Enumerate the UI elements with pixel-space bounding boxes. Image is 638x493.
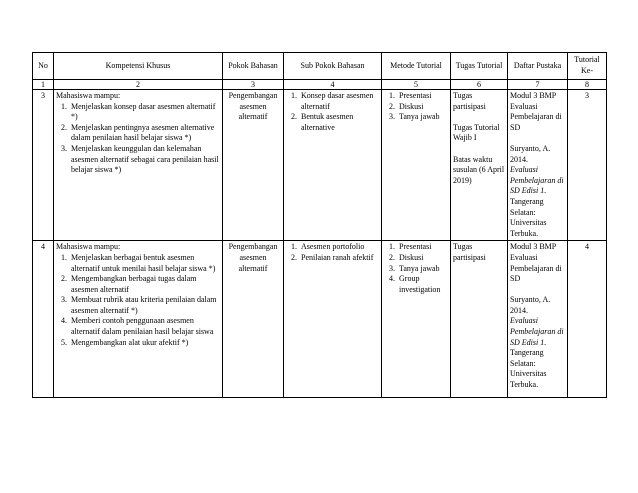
list-item: 2. Penilaian ranah afektif <box>299 253 379 264</box>
table-row <box>33 241 607 398</box>
kompetensi-list <box>56 102 220 176</box>
pokok-bahasan-cell: Pengembangan asesmen alternatif <box>223 241 284 398</box>
list-item: 2. Diskusi <box>397 102 448 113</box>
tutorial-number: 3 <box>568 90 607 241</box>
list-item: 3. Tanya jawab <box>397 112 448 123</box>
header-daftar-pustaka: Daftar Pustaka <box>508 53 568 80</box>
metode-list <box>384 242 448 295</box>
column-number: 6 <box>451 80 508 90</box>
header-no: No <box>33 53 54 80</box>
list-item: 3. Membuat rubrik atau kriteria penilaian dalam asesmen alternatif *) <box>69 295 220 316</box>
header-pokok-bahasan: Pokok Bahasan <box>223 53 284 80</box>
column-number: 2 <box>54 80 223 90</box>
header-tutorial-ke: Tutorial Ke- <box>568 53 607 80</box>
kompetensi-intro: Mahasiswa mampu: <box>56 91 121 100</box>
header-tugas-tutorial: Tugas Tutorial <box>451 53 508 80</box>
list-item: 1. Asesmen portofolio <box>299 242 379 253</box>
list-item: 1. Menjelaskan berbagai bentuk asesmen alternatif untuk menilai hasil belajar siswa *) <box>69 253 220 274</box>
tugas-cell <box>451 90 508 241</box>
sub-pokok-list <box>286 91 379 133</box>
list-item: 1. Presentasi <box>397 91 448 102</box>
tugas-deadline: Batas waktu susulan (6 April 2019) <box>453 154 505 185</box>
column-number: 4 <box>284 80 382 90</box>
pustaka-publisher: Tangerang Selatan: Universitas Terbuka. <box>510 196 547 238</box>
header-kompetensi: Kompetensi Khusus <box>54 53 223 80</box>
column-number: 7 <box>508 80 568 90</box>
list-item: 1. Menjelaskan konsep dasar asesmen alternatif *) <box>69 102 220 123</box>
list-item: 2. Mengembangkan berbagai tugas dalam asesmen alternatif <box>69 274 220 295</box>
tugas-wajib: Tugas Tutorial Wajib I <box>453 122 500 143</box>
pustaka-title: Evaluasi Pembelajaran di SD Edisi 1. <box>510 316 564 347</box>
kompetensi-intro: Mahasiswa mampu: <box>56 242 121 252</box>
column-number-row <box>33 80 607 90</box>
table-row <box>33 90 607 241</box>
tugas-partisipasi: Tugas partisipasi <box>453 242 486 262</box>
pustaka-modul: Modul 3 BMP Evaluasi Pembelajaran di SD <box>510 242 562 284</box>
metode-cell <box>382 241 451 398</box>
metode-cell <box>382 90 451 241</box>
pustaka-cell <box>508 90 568 241</box>
column-number: 1 <box>33 80 54 90</box>
list-item: 4. Memberi contoh penggunaan asesmen alternatif dalam penilaian hasil belajar siswa <box>69 316 220 337</box>
list-item: 2. Diskusi <box>397 253 448 264</box>
row-number: 3 <box>33 90 54 241</box>
list-item: 2. Menjelaskan pentingnya asesmen alternative dalam penilaian hasil belajar siswa *) <box>69 123 220 144</box>
tutorial-number: 4 <box>568 241 607 398</box>
tugas-cell <box>451 241 508 398</box>
list-item: 2. Bentuk asesmen alternative <box>299 112 379 133</box>
column-number: 5 <box>382 80 451 90</box>
list-item: 1. Konsep dasar asesmen alternatif <box>299 91 379 112</box>
sub-pokok-cell <box>284 241 382 398</box>
kompetensi-cell <box>54 241 223 398</box>
pustaka-title: Evaluasi Pembelajaran di SD Edisi 1. <box>510 165 564 196</box>
pustaka-cell <box>508 241 568 398</box>
list-item: 4. Group investigation <box>397 274 448 295</box>
metode-list <box>384 91 448 123</box>
pustaka-author: Suryanto, A. 2014. <box>510 295 551 315</box>
header-sub-pokok-bahasan: Sub Pokok Bahasan <box>284 53 382 80</box>
pustaka-modul: Modul 3 BMP Evaluasi Pembelajaran di SD <box>510 91 562 132</box>
header-metode-tutorial: Metode Tutorial <box>382 53 451 80</box>
list-item: 3. Tanya jawab <box>397 264 448 275</box>
sub-pokok-cell <box>284 90 382 241</box>
kompetensi-list <box>56 253 220 348</box>
tutorial-plan-table <box>32 52 607 398</box>
column-number: 3 <box>223 80 284 90</box>
kompetensi-cell <box>54 90 223 241</box>
list-item: 5. Mengembangkan alat ukur afektif *) <box>69 338 220 349</box>
list-item: 1. Presentasi <box>397 242 448 253</box>
sub-pokok-list <box>286 242 379 263</box>
list-item: 3. Menjelaskan keunggulan dan kelemahan asesmen alternatif sebagai cara penilaian hasil belajar siswa *) <box>69 144 220 176</box>
pustaka-publisher: Tangerang Selatan: Universitas Terbuka. <box>510 348 547 390</box>
row-number: 4 <box>33 241 54 398</box>
column-number: 8 <box>568 80 607 90</box>
header-row <box>33 53 607 80</box>
pustaka-author: Suryanto, A. 2014. <box>510 143 551 164</box>
tugas-partisipasi: Tugas partisipasi <box>453 91 486 111</box>
pokok-bahasan-cell: Pengembangan asesmen alternatif <box>223 90 284 241</box>
